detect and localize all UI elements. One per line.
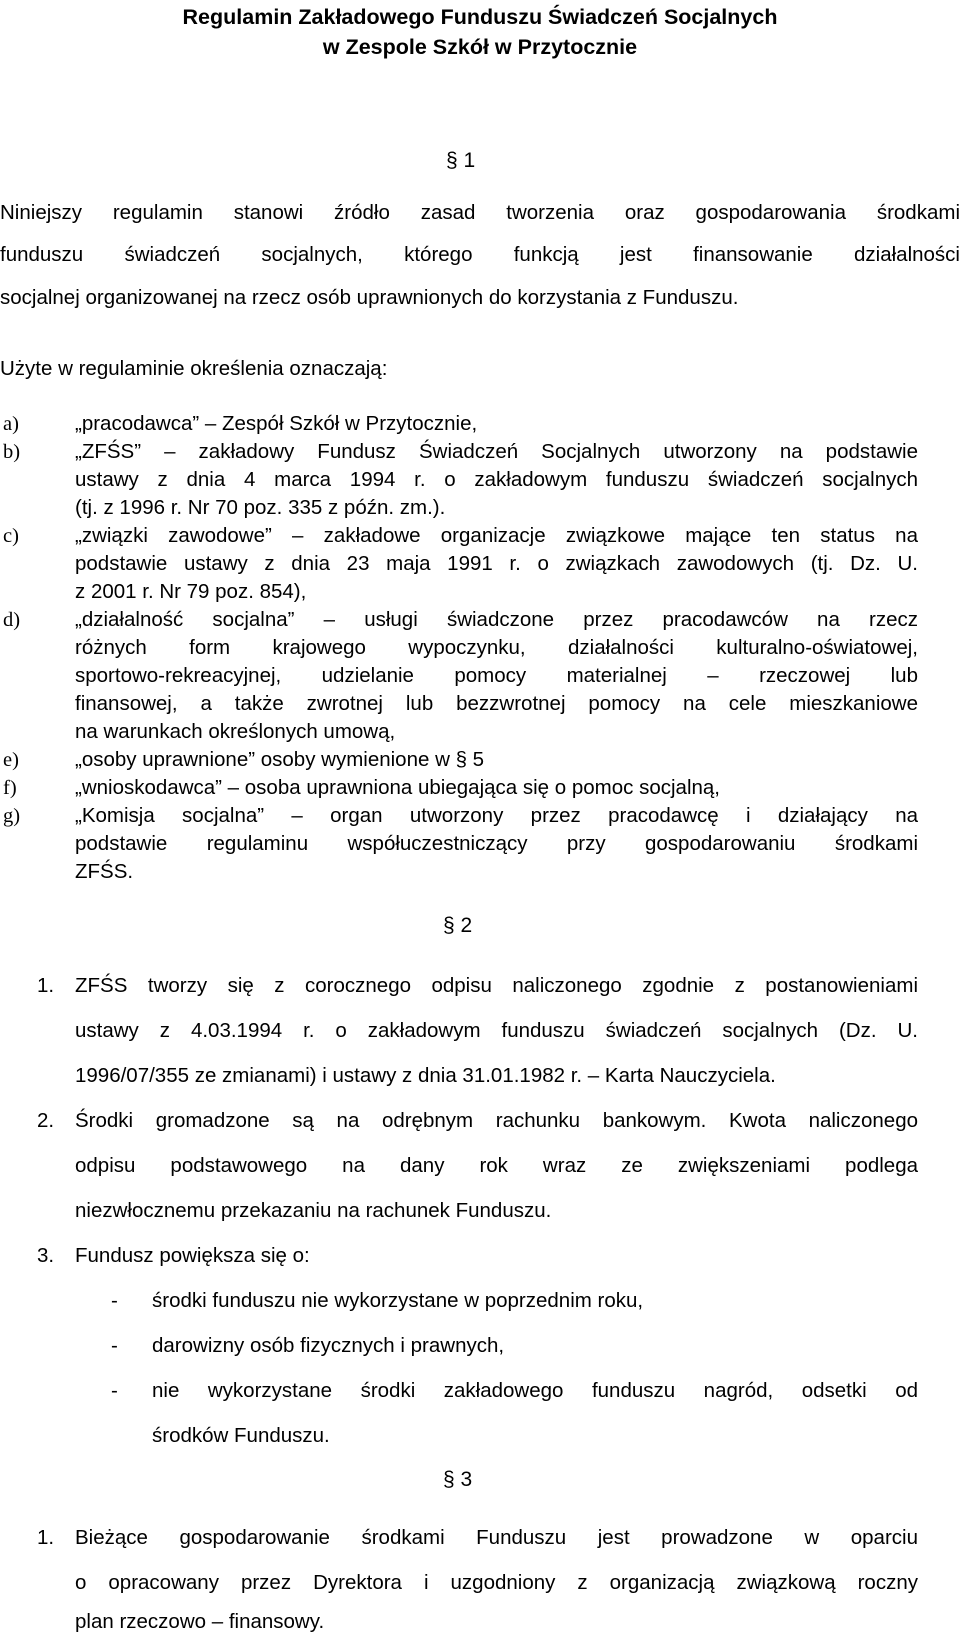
item-line: o opracowany przez Dyrektora i uzgodniony z organizacją związkową roczny — [75, 1571, 918, 1594]
item-line: plan rzeczowo – finansowy. — [75, 1610, 325, 1633]
definition-label: f) — [3, 777, 17, 799]
definition-label: c) — [3, 525, 19, 547]
item-line: odpisu podstawowego na dany rok wraz ze zwiększeniami podlega — [75, 1154, 918, 1177]
subitem-line: darowizny osób fizycznych i prawnych, — [152, 1334, 505, 1357]
item-line: ustawy z 4.03.1994 r. o zakładowym funduszu świadczeń socjalnych (Dz. U. — [75, 1019, 918, 1042]
item-line: niezwłocznemu przekazaniu na rachunek Funduszu. — [75, 1199, 552, 1222]
item-line: Bieżące gospodarowanie środkami Funduszu jest prowadzone w oparciu — [75, 1526, 918, 1549]
definition-line: różnych form krajowego wypoczynku, działalności kulturalno-oświatowej, — [75, 636, 918, 659]
definition-line: podstawie ustawy z dnia 23 maja 1991 r. o związkach zawodowych (tj. Dz. U. — [75, 552, 918, 575]
definition-line: na warunkach określonych umową, — [75, 720, 396, 743]
section-heading-3: § 3 — [443, 1468, 473, 1491]
definition-line: „ZFŚS” – zakładowy Fundusz Świadczeń Socjalnych utworzony na podstawie — [75, 440, 918, 463]
definition-line: finansowej, a także zwrotnej lub bezzwrotnej pomocy na cele mieszkaniowe — [75, 692, 918, 715]
definition-line: „związki zawodowe” – zakładowe organizacje związkowe mające ten status na — [75, 524, 918, 547]
paragraph-line: socjalnej organizowanej na rzecz osób uprawnionych do korzystania z Funduszu. — [0, 286, 739, 309]
definition-label: a) — [3, 413, 19, 435]
definition-line: z 2001 r. Nr 79 poz. 854), — [75, 580, 307, 603]
definitions-intro: Użyte w regulaminie określenia oznaczają: — [0, 357, 388, 380]
item-number: 3. — [37, 1244, 55, 1267]
subitem-line: środków Funduszu. — [152, 1424, 330, 1447]
definition-label: g) — [3, 805, 21, 827]
subitem-dash: - — [111, 1289, 118, 1312]
item-line: ZFŚS tworzy się z corocznego odpisu naliczonego zgodnie z postanowieniami — [75, 974, 918, 997]
section-heading-2: § 2 — [443, 914, 473, 937]
definition-line: ustawy z dnia 4 marca 1994 r. o zakładowym funduszu świadczeń socjalnych — [75, 468, 918, 491]
subitem-line: nie wykorzystane środki zakładowego funduszu nagród, odsetki od — [152, 1379, 918, 1402]
definition-line: sportowo-rekreacyjnej, udzielanie pomocy materialnej – rzeczowej lub — [75, 664, 918, 687]
item-number: 1. — [37, 1526, 55, 1549]
paragraph-line: funduszu świadczeń socjalnych, którego funkcją jest finansowanie działalności — [0, 243, 960, 266]
item-line: 1996/07/355 ze zmianami) i ustawy z dnia 31.01.1982 r. – Karta Nauczyciela. — [75, 1064, 776, 1087]
definition-label: d) — [3, 609, 21, 631]
definition-label: e) — [3, 749, 19, 771]
definition-line: „Komisja socjalna” – organ utworzony przez pracodawcę i działający na — [75, 804, 918, 827]
definition-line: „pracodawca” – Zespół Szkół w Przytocznie, — [75, 412, 478, 435]
definition-line: ZFŚS. — [75, 860, 134, 883]
definition-line: „działalność socjalna” – usługi świadczone przez pracodawców na rzecz — [75, 608, 918, 631]
subitem-dash: - — [111, 1334, 118, 1357]
definition-line: (tj. z 1996 r. Nr 70 poz. 335 z późn. zm.). — [75, 496, 446, 519]
item-number: 1. — [37, 974, 55, 997]
definition-label: b) — [3, 441, 21, 463]
definition-line: „wnioskodawca” – osoba uprawniona ubiegająca się o pomoc socjalną, — [75, 776, 720, 799]
subitem-line: środki funduszu nie wykorzystane w poprzednim roku, — [152, 1289, 644, 1312]
item-line: Fundusz powiększa się o: — [75, 1244, 310, 1267]
section-heading-1: § 1 — [446, 149, 476, 172]
item-number: 2. — [37, 1109, 55, 1132]
paragraph-line: Niniejszy regulamin stanowi źródło zasad tworzenia oraz gospodarowania środkami — [0, 201, 960, 224]
item-line: Środki gromadzone są na odrębnym rachunku bankowym. Kwota naliczonego — [75, 1109, 918, 1132]
document-title-line1: Regulamin Zakładowego Funduszu Świadczeń Socjalnych — [182, 5, 778, 29]
document-title-line2: w Zespole Szkół w Przytocznie — [322, 35, 638, 59]
definition-line: „osoby uprawnione” osoby wymienione w § 5 — [75, 748, 485, 771]
definition-line: podstawie regulaminu współuczestniczący przy gospodarowaniu środkami — [75, 832, 918, 855]
subitem-dash: - — [111, 1379, 118, 1402]
